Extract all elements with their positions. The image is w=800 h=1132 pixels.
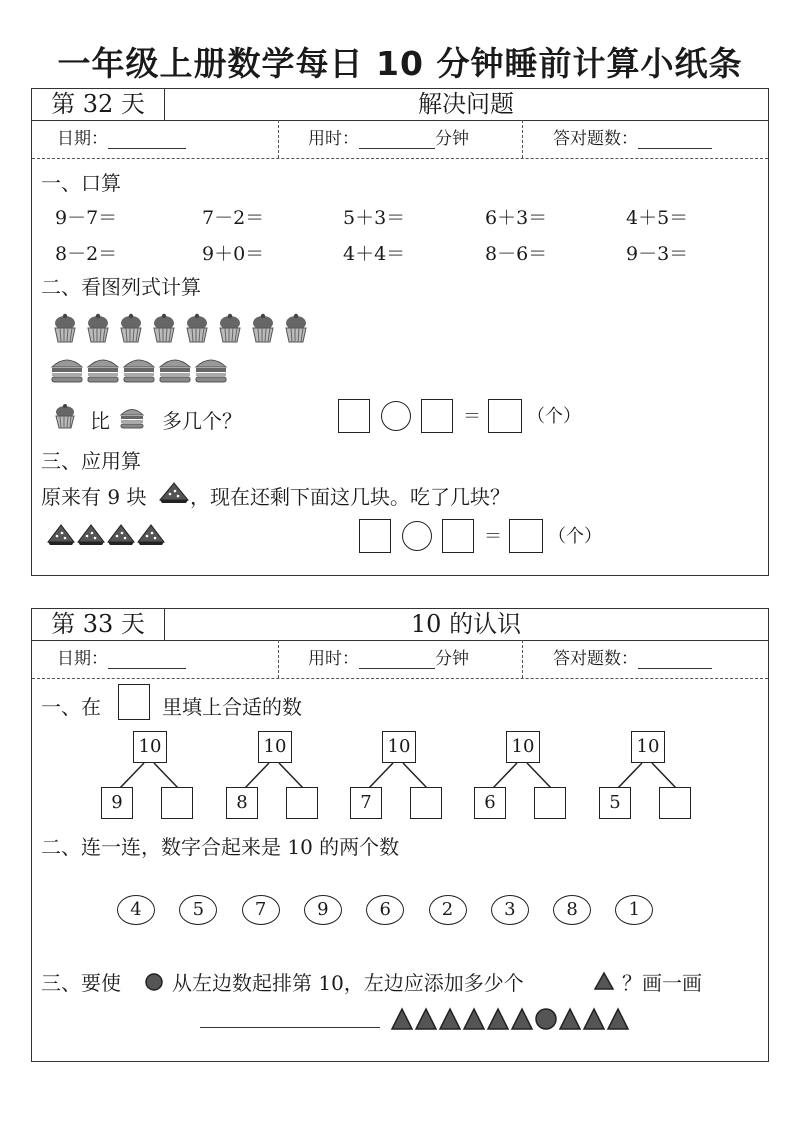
triangle-icon <box>510 1007 534 1031</box>
number-oval[interactable]: 2 <box>429 895 467 925</box>
cupcake-icon <box>50 312 80 344</box>
number-tree <box>597 731 707 821</box>
worksheet-day-33 <box>31 608 769 1062</box>
cupcake-icon <box>281 312 311 344</box>
number-oval[interactable]: 3 <box>491 895 529 925</box>
card-header <box>32 609 768 641</box>
number-oval[interactable]: 8 <box>553 895 591 925</box>
divider <box>522 640 523 678</box>
section-3-title-b: 从左边数起排第 10，左边应添加多少个 <box>172 971 524 995</box>
equation: 9－3＝ <box>626 243 689 265</box>
answer-box[interactable] <box>421 399 453 433</box>
watermelon-icon <box>158 480 190 504</box>
score-label: 答对题数： <box>553 649 638 669</box>
tree-answer-box[interactable] <box>161 787 193 819</box>
equation: 9＋0＝ <box>202 243 265 265</box>
burger-icon <box>50 354 84 384</box>
equation: 6＋3＝ <box>485 207 548 229</box>
burger-row <box>50 354 240 386</box>
example-box <box>118 684 150 720</box>
time-blank[interactable] <box>359 646 435 669</box>
divider <box>522 120 523 158</box>
answer-box[interactable] <box>338 399 370 433</box>
day-label: 第 33 天 <box>32 609 165 640</box>
date-field <box>57 640 186 678</box>
circle-icon <box>144 972 164 992</box>
triangle-icon <box>390 1007 414 1031</box>
triangle-icon <box>558 1007 582 1031</box>
number-tree <box>348 731 458 821</box>
shape-sequence <box>390 1007 630 1033</box>
watermelon-icon <box>46 522 76 546</box>
tree-left-number: 6 <box>474 787 506 819</box>
cupcake-icon <box>182 312 212 344</box>
unit-label: （个） <box>527 406 581 427</box>
page-title: 一年级上册数学每日 10 分钟睡前计算小纸条 <box>57 44 743 83</box>
equation: 9－7＝ <box>55 207 118 229</box>
burger-icon <box>158 354 192 384</box>
answer-box[interactable] <box>488 399 522 433</box>
number-oval[interactable]: 4 <box>117 895 155 925</box>
answer-line[interactable] <box>200 1027 380 1028</box>
unit-label: （个） <box>548 526 602 547</box>
section-3-title: 三、应用算 <box>41 449 141 473</box>
divider <box>278 120 279 158</box>
watermelon-icon <box>76 522 106 546</box>
triangle-icon <box>462 1007 486 1031</box>
equation: 8－6＝ <box>485 243 548 265</box>
triangle-icon <box>438 1007 462 1031</box>
burger-icon <box>194 354 228 384</box>
score-blank[interactable] <box>638 646 712 669</box>
equation: 8－2＝ <box>55 243 118 265</box>
section-3-title-a: 三、要使 <box>41 971 121 995</box>
number-tree <box>472 731 582 821</box>
section-3-title-c: ？画一画 <box>622 971 702 995</box>
compare-tail: 多几个？ <box>162 409 242 433</box>
tree-left-number: 7 <box>350 787 382 819</box>
tree-answer-box[interactable] <box>410 787 442 819</box>
time-unit: 分钟 <box>435 649 469 669</box>
topic-title: 10 的认识 <box>410 610 522 638</box>
equals-sign: ＝ <box>484 526 502 547</box>
circle-icon <box>534 1007 558 1031</box>
date-blank[interactable] <box>108 126 186 149</box>
operator-circle[interactable] <box>402 521 432 551</box>
triangle-icon <box>486 1007 510 1031</box>
time-blank[interactable] <box>359 126 435 149</box>
triangle-icon <box>593 971 615 991</box>
cupcake-row <box>50 312 320 344</box>
watermelon-icon <box>136 522 166 546</box>
tree-top-number: 10 <box>506 731 540 763</box>
section-2-title: 二、连一连，数字合起来是 10 的两个数 <box>41 835 400 859</box>
number-tree <box>99 731 209 821</box>
topic-title: 解决问题 <box>418 90 514 118</box>
tree-top-number: 10 <box>382 731 416 763</box>
triangle-icon <box>606 1007 630 1031</box>
date-label: 日期： <box>57 649 108 669</box>
card-header <box>32 89 768 121</box>
burger-icon <box>86 354 120 384</box>
cupcake-icon <box>149 312 179 344</box>
tree-left-number: 5 <box>599 787 631 819</box>
number-oval[interactable]: 9 <box>304 895 342 925</box>
score-blank[interactable] <box>638 126 712 149</box>
cupcake-icon <box>50 402 80 432</box>
score-field <box>553 640 712 678</box>
compare-word: 比 <box>90 409 110 433</box>
divider <box>278 640 279 678</box>
day-label: 第 32 天 <box>32 89 165 120</box>
tree-top-number: 10 <box>133 731 167 763</box>
number-oval[interactable]: 7 <box>242 895 280 925</box>
cupcake-icon <box>116 312 146 344</box>
time-label: 用时： <box>308 649 359 669</box>
time-field <box>308 120 469 158</box>
number-tree <box>224 731 334 821</box>
tree-left-number: 8 <box>226 787 258 819</box>
score-label: 答对题数： <box>553 129 638 149</box>
number-oval[interactable]: 6 <box>366 895 404 925</box>
watermelon-icon <box>106 522 136 546</box>
equation: 7－2＝ <box>202 207 265 229</box>
tree-answer-box[interactable] <box>659 787 691 819</box>
cupcake-icon <box>215 312 245 344</box>
time-label: 用时： <box>308 129 359 149</box>
answer-box[interactable] <box>509 519 543 553</box>
answer-box[interactable] <box>359 519 391 553</box>
number-oval[interactable]: 1 <box>615 895 653 925</box>
section-1-title-b: 里填上合适的数 <box>162 695 302 719</box>
score-field <box>553 120 712 158</box>
section-2-title: 二、看图列式计算 <box>41 275 201 299</box>
date-blank[interactable] <box>108 646 186 669</box>
worksheet-day-32 <box>31 88 769 576</box>
tree-answer-box[interactable] <box>286 787 318 819</box>
watermelon-row <box>46 522 186 546</box>
equation: 5＋3＝ <box>343 207 406 229</box>
section-1-title: 一、口算 <box>41 171 121 195</box>
tree-answer-box[interactable] <box>534 787 566 819</box>
burger-icon <box>122 354 156 384</box>
section-1-title-a: 一、在 <box>41 695 101 719</box>
problem-text-a: 原来有 9 块 <box>41 485 147 509</box>
equation: 4＋5＝ <box>626 207 689 229</box>
tree-top-number: 10 <box>631 731 665 763</box>
tree-top-number: 10 <box>258 731 292 763</box>
triangle-icon <box>414 1007 438 1031</box>
triangle-icon <box>582 1007 606 1031</box>
time-field <box>308 640 469 678</box>
date-field <box>57 120 186 158</box>
answer-box[interactable] <box>442 519 474 553</box>
cupcake-icon <box>248 312 278 344</box>
number-oval[interactable]: 5 <box>179 895 217 925</box>
problem-text-b: ，现在还剩下面这几块。吃了几块？ <box>190 485 510 509</box>
meta-row <box>32 640 768 679</box>
tree-left-number: 9 <box>101 787 133 819</box>
equals-sign: ＝ <box>463 406 481 427</box>
time-unit: 分钟 <box>435 129 469 149</box>
cupcake-icon <box>83 312 113 344</box>
meta-row <box>32 120 768 159</box>
equation: 4＋4＝ <box>343 243 406 265</box>
burger-icon <box>118 404 146 430</box>
date-label: 日期： <box>57 129 108 149</box>
operator-circle[interactable] <box>381 401 411 431</box>
